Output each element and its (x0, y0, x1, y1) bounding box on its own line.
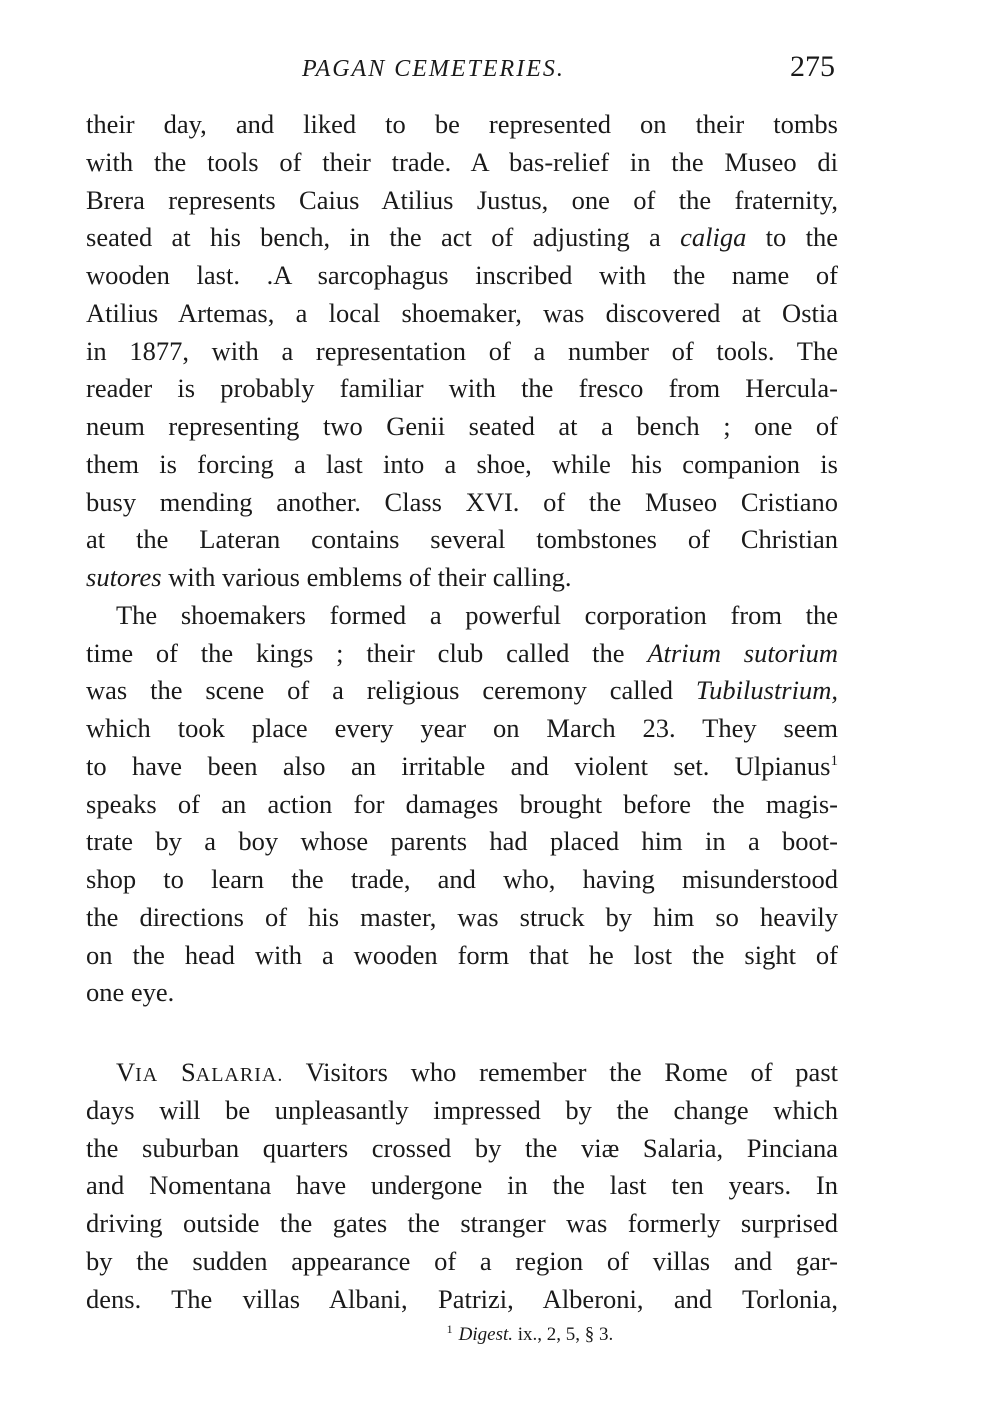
italic-term: caliga (680, 222, 747, 253)
text-line: and Nomentana have undergone in the last ten years. In (86, 1170, 838, 1201)
text-line: neum representing two Genii seated at a bench ; one of (86, 411, 838, 441)
text-line: The shoemakers formed a powerful corporation from the (116, 599, 838, 630)
text-line: trate by a boy whose parents had placed him in a boot- (86, 826, 838, 857)
section-gap (86, 1012, 838, 1054)
small-caps-text: ALARIA. (195, 1064, 284, 1086)
text-line (86, 219, 838, 257)
italic-term: sutores (86, 562, 162, 592)
page-number: 275 (790, 50, 835, 83)
paragraph-via-salaria (86, 1054, 838, 1318)
text-line: busy mending another. Class XVI. of the Museo Cristiano (86, 486, 838, 517)
text-line: days will be unpleasantly impressed by the change which (86, 1094, 838, 1125)
text-line: the suburban quarters crossed by the viæ Salaria, Pinciana (86, 1132, 838, 1163)
text-line: speaks of an action for damages brought before the magis- (86, 788, 838, 819)
small-caps-initial: S (181, 1057, 196, 1087)
footnote-marker: 1 (830, 752, 838, 769)
footnote-reference: ix., 2, 5, § 3. (513, 1324, 614, 1345)
paragraph-shoemakers-corporation (86, 597, 838, 1012)
text-line: at the Lateran contains several tombstones of Christian (86, 524, 838, 555)
body-text (86, 106, 838, 1318)
text-line: Atilius Artemas, a local shoemaker, was discovered at Ostia (86, 297, 838, 328)
paragraph-shoemakers-tools (86, 106, 838, 597)
text-line: Brera represents Caius Atilius Justus, one of the fraternity, (86, 184, 838, 215)
text-line: dens. The villas Albani, Patrizi, Alberoni, and Torlonia, (86, 1283, 838, 1314)
text-line: the directions of his master, was struck by him so heavily (86, 901, 838, 932)
text-line (86, 559, 838, 597)
running-head (0, 50, 1000, 90)
small-caps-initial: V (116, 1057, 136, 1087)
text-line: by the sudden appearance of a region of villas and gar- (86, 1245, 838, 1276)
text-run: to the (746, 222, 838, 253)
text-run: seated at his bench, in the act of adjusting a (86, 222, 681, 253)
italic-term: Atrium sutorium (647, 637, 838, 668)
text-run: Visitors who remember the Rome of past (283, 1057, 838, 1087)
text-line: them is forcing a last into a shoe, while his companion is (86, 448, 838, 479)
text-line: shop to learn the trade, and who, having misunderstood (86, 864, 838, 894)
footnote (0, 1322, 1000, 1346)
text-run: time of the kings ; their club called the (86, 637, 648, 668)
text-line: wooden last. .A sarcophagus inscribed with the name of (86, 260, 838, 290)
text-line (86, 748, 838, 786)
italic-term: Tubilustrium, (695, 675, 838, 706)
text-line: driving outside the gates the stranger was formerly surprised (86, 1208, 838, 1238)
footnote-number: 1 (446, 1322, 453, 1336)
text-line (86, 635, 838, 673)
text-line: one eye. (86, 977, 175, 1008)
text-line (86, 1054, 838, 1092)
text-line: their day, and liked to be represented on their tombs (86, 109, 838, 139)
text-line: in 1877, with a representation of a number of tools. The (86, 335, 838, 366)
text-line: which took place every year on March 23. They seem (86, 713, 838, 743)
text-line: on the head with a wooden form that he lost the sight of (86, 939, 838, 970)
text-line (86, 672, 838, 710)
text-line: with the tools of their trade. A bas-relief in the Museo di (86, 146, 838, 177)
footnote-source: Digest. (458, 1324, 514, 1345)
text-line: reader is probably familiar with the fresco from Hercula- (86, 373, 838, 404)
text-run: with various emblems of their calling. (161, 562, 572, 592)
small-caps-text: IA (135, 1064, 159, 1086)
text-run: to have been also an irritable and violent set. Ulpianus (86, 750, 831, 781)
text-run: was the scene of a religious ceremony called (86, 675, 696, 706)
running-title: PAGAN CEMETERIES. (302, 56, 565, 82)
